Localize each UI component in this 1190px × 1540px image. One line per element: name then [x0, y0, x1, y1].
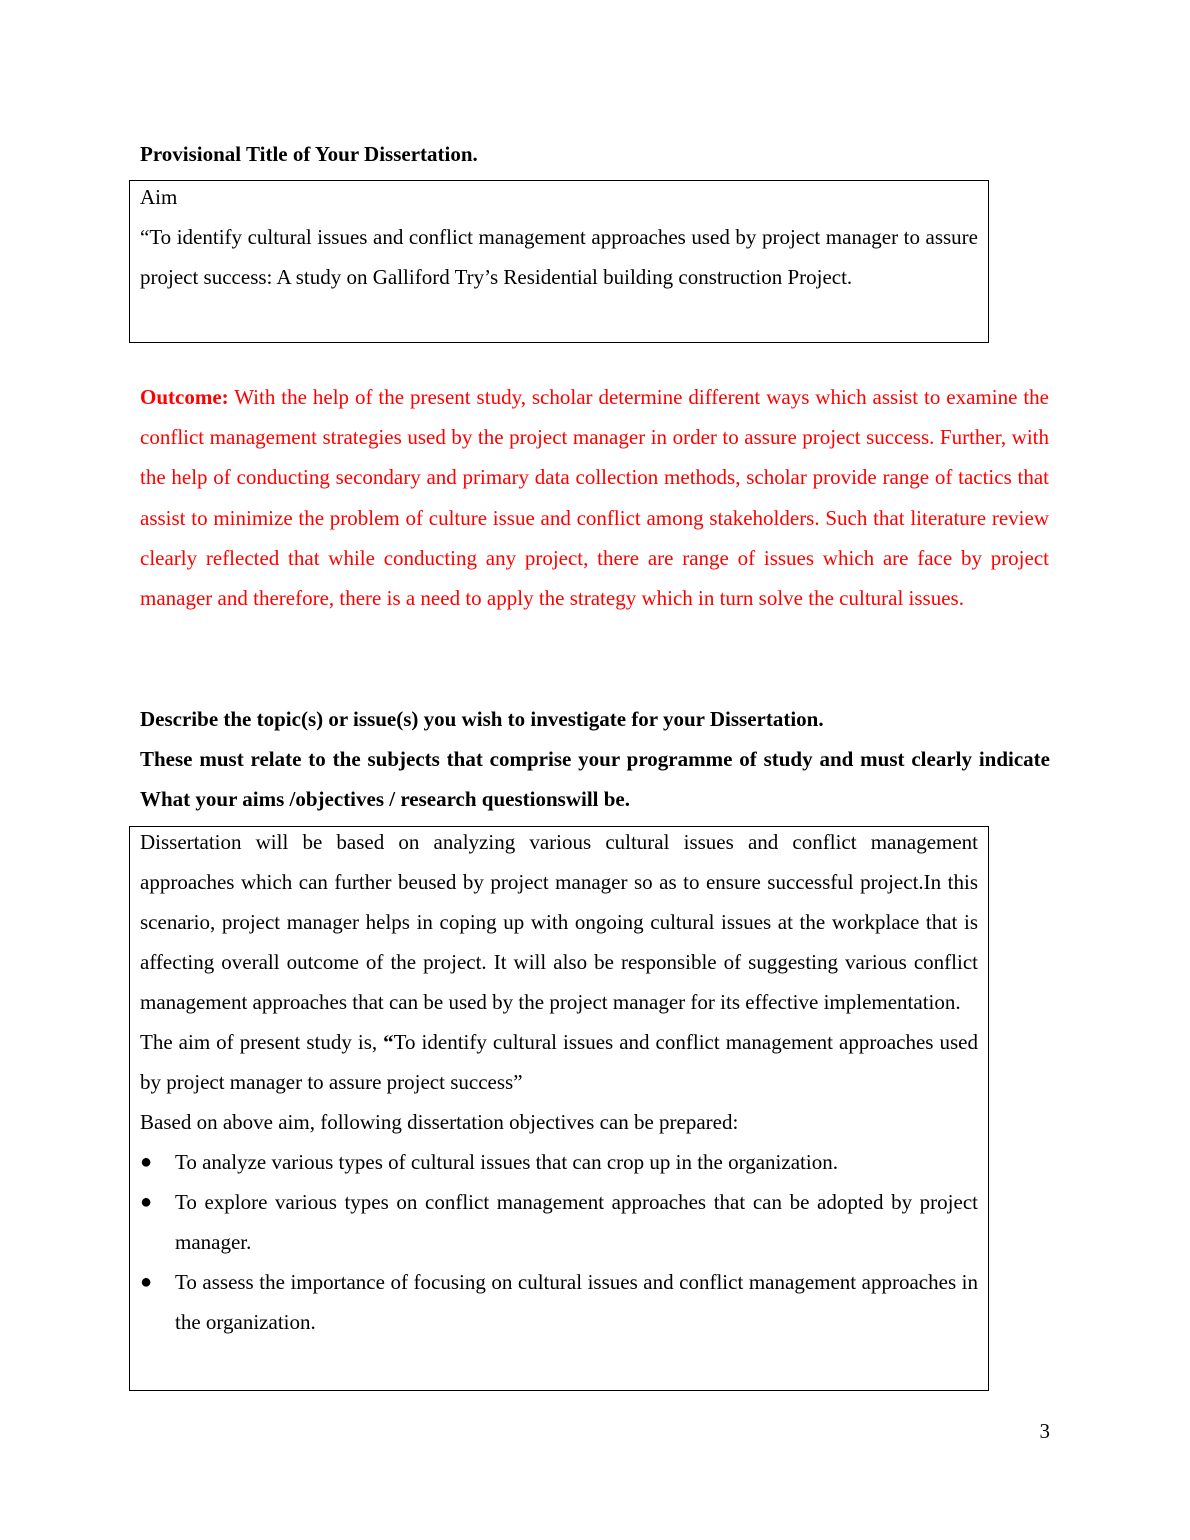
topic-paragraph-3: Based on above aim, following dissertation objectives can be prepared:: [140, 1110, 739, 1134]
page-number: 3: [1039, 1419, 1050, 1443]
topic-box: [129, 826, 989, 1391]
list-item: [140, 1262, 978, 1342]
list-item: [140, 1142, 978, 1182]
objective-text: To assess the importance of focusing on cultural issues and conflict management approaches in the organization.: [175, 1270, 978, 1334]
objective-text: To explore various types on conflict management approaches that can be adopted by project manager.: [175, 1190, 978, 1254]
outcome-lead: Outcome:: [140, 385, 229, 409]
aim-statement-text: To identify cultural issues and conflict management approaches used by project manager to assure project success”: [140, 1030, 978, 1094]
outcome-paragraph: [140, 377, 1049, 618]
aim-statement-open-quote: “: [383, 1030, 394, 1054]
topic-paragraph-1: Dissertation will be based on analyzing various cultural issues and conflict management approaches which can further beused by project manager so as to ensure successful project.In this scenario, project manager helps in coping up with ongoing cultural issues at the workplace that is affecting overall outcome of the project. It will also be responsible of suggesting various conflict management approaches that can be used by the project manager for its effective implementation.: [140, 830, 978, 1014]
bullet-icon: ●: [140, 1191, 153, 1213]
topic-heading-line1: Describe the topic(s) or issue(s) you wish to investigate for your Dissertation.: [140, 707, 824, 731]
topic-paragraph-2: [140, 1022, 978, 1102]
aim-text: “To identify cultural issues and conflict management approaches used by project manager to assure project success: A study on Galliford Try’s Residential building construction Project.: [140, 225, 978, 289]
bullet-icon: ●: [140, 1271, 153, 1293]
list-item: [140, 1182, 978, 1262]
aim-box: [129, 180, 989, 343]
topic-heading-line2: These must relate to the subjects that comprise your programme of study and must clearly indicate What your aims /objectives / research questionswill be.: [140, 747, 1050, 811]
provisional-title-heading: Provisional Title of Your Dissertation.: [140, 142, 478, 166]
aim-label: Aim: [140, 185, 178, 209]
objective-text: To analyze various types of cultural issues that can crop up in the organization.: [175, 1150, 838, 1174]
outcome-text: With the help of the present study, scholar determine different ways which assist to examine the conflict management strategies used by the project manager in order to assure project success. Further, with the help of conducting secondary and primary data collection methods, scholar provide range of tactics that assist to minimize the problem of culture issue and conflict among stakeholders. Such that literature review clearly reflected that while conducting any project, there are range of issues which are face by project manager and therefore, there is a need to apply the strategy which in turn solve the cultural issues.: [140, 385, 1049, 611]
aim-statement-prefix: The aim of present study is,: [140, 1030, 384, 1054]
bullet-icon: ●: [140, 1151, 153, 1173]
objectives-list: [140, 1142, 978, 1342]
